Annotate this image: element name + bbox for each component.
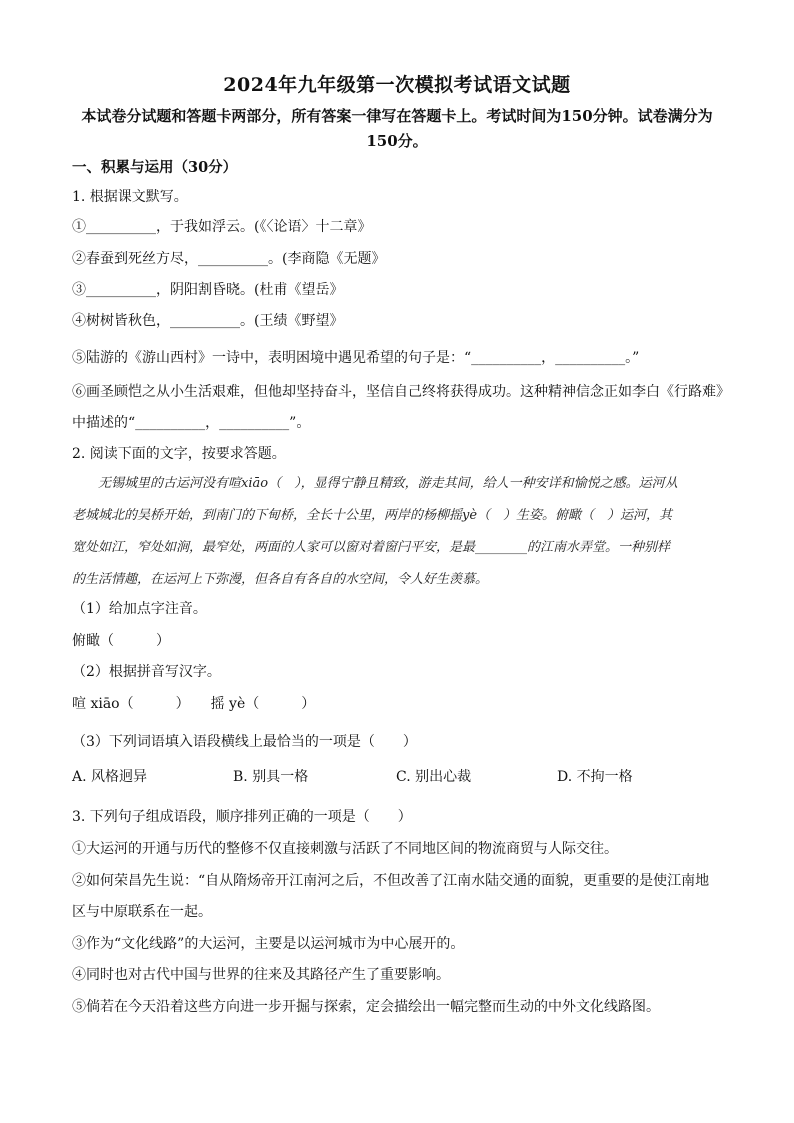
q3-item-5: ⑤倘若在今天沿着这些方向进一步开掘与探索，定会描绘出一幅完整而生动的中外文化线路图。 — [72, 999, 660, 1015]
q1-item-4: ④树树皆秋色，__________。(王绩《野望》 — [72, 313, 344, 329]
exam-instructions: 本试卷分试题和答题卡两部分，所有答案一律写在答题卡上。考试时间为150分钟。试卷满分为150分。 — [81, 107, 713, 150]
option-c: C. 别出心裁 — [396, 769, 472, 785]
q1-item-2: ②春蚕到死丝方尽，__________。(李商隐《无题》 — [72, 251, 386, 267]
passage-line: 无锡城里的古运河没有喧xiāo（ ），显得宁静且精致，游走其间，给人一种安详和愉悦之感。运河从 — [98, 476, 678, 491]
q3-item-4: ④同时也对古代中国与世界的往来及其路径产生了重要影响。 — [72, 967, 450, 983]
q3-item-3: ③作为“文化线路”的大运河，主要是以运河城市为中心展开的。 — [72, 936, 465, 952]
q2-sub2: （2）根据拼音写汉字。 — [72, 664, 221, 680]
q2-sub3: （3）下列词语填入语段横线上最恰当的一项是（ ） — [72, 734, 417, 750]
q1-item-1: ①__________，于我如浮云。(《〈论语〉十二章》 — [72, 219, 372, 235]
passage-line: 宽处如江，窄处如涧，最窄处，两面的人家可以窗对着窗闩平安，是最________的江南水弄堂。一种别样 — [72, 540, 671, 555]
q2-sub2-item: 喧 xiāo（ ） 摇 yè（ ） — [72, 696, 316, 712]
q3-item-2: ②如何荣昌先生说：“自从隋炀帝开江南河之后，不但改善了江南水陆交通的面貌，更重要的是使江南地 — [72, 873, 710, 889]
option-d: D. 不拘一格 — [557, 769, 633, 785]
reading-passage — [72, 468, 724, 596]
option-a: A. 风格迥异 — [72, 769, 148, 785]
q2-sub1-item: 俯瞰（ ） — [72, 633, 170, 649]
q1-item-6-cont: 中描述的“__________，__________”。 — [72, 415, 311, 431]
question-1-stem: 1. 根据课文默写。 — [72, 189, 188, 205]
q1-item-5: ⑤陆游的《游山西村》一诗中，表明困境中遇见希望的句子是：“__________，__________。” — [72, 350, 640, 366]
q3-item-2-cont: 区与中原联系在一起。 — [72, 904, 212, 920]
question-2-stem: 2. 阅读下面的文字，按要求答题。 — [72, 446, 286, 462]
q1-item-3: ③__________，阴阳割昏晓。(杜甫《望岳》 — [72, 282, 344, 298]
passage-line: 的生活情趣，在运河上下弥漫，但各自有各自的水空间，令人好生羡慕。 — [72, 572, 489, 587]
q1-item-6: ⑥画圣顾恺之从小生活艰难，但他却坚持奋斗，坚信自己终将获得成功。这种精神信念正如李白《行路难》 — [72, 384, 730, 400]
question-3-stem: 3. 下列句子组成语段，顺序排列正确的一项是（ ） — [72, 809, 412, 825]
passage-line: 老城城北的吴桥开始，到南门的下甸桥，全长十公里，两岸的杨柳摇yè（ ）生姿。俯瞰（ ）运河，其 — [72, 508, 673, 523]
page-title: 2024年九年级第一次模拟考试语文试题 — [223, 74, 571, 96]
q3-item-1: ①大运河的开通与历代的整修不仅直接刺激与活跃了不同地区间的物流商贸与人际交往。 — [72, 841, 618, 857]
option-b: B. 别具一格 — [233, 769, 309, 785]
section-heading: 一、积累与运用（30分） — [72, 159, 238, 176]
q2-sub1: （1）给加点字注音。 — [72, 601, 207, 617]
